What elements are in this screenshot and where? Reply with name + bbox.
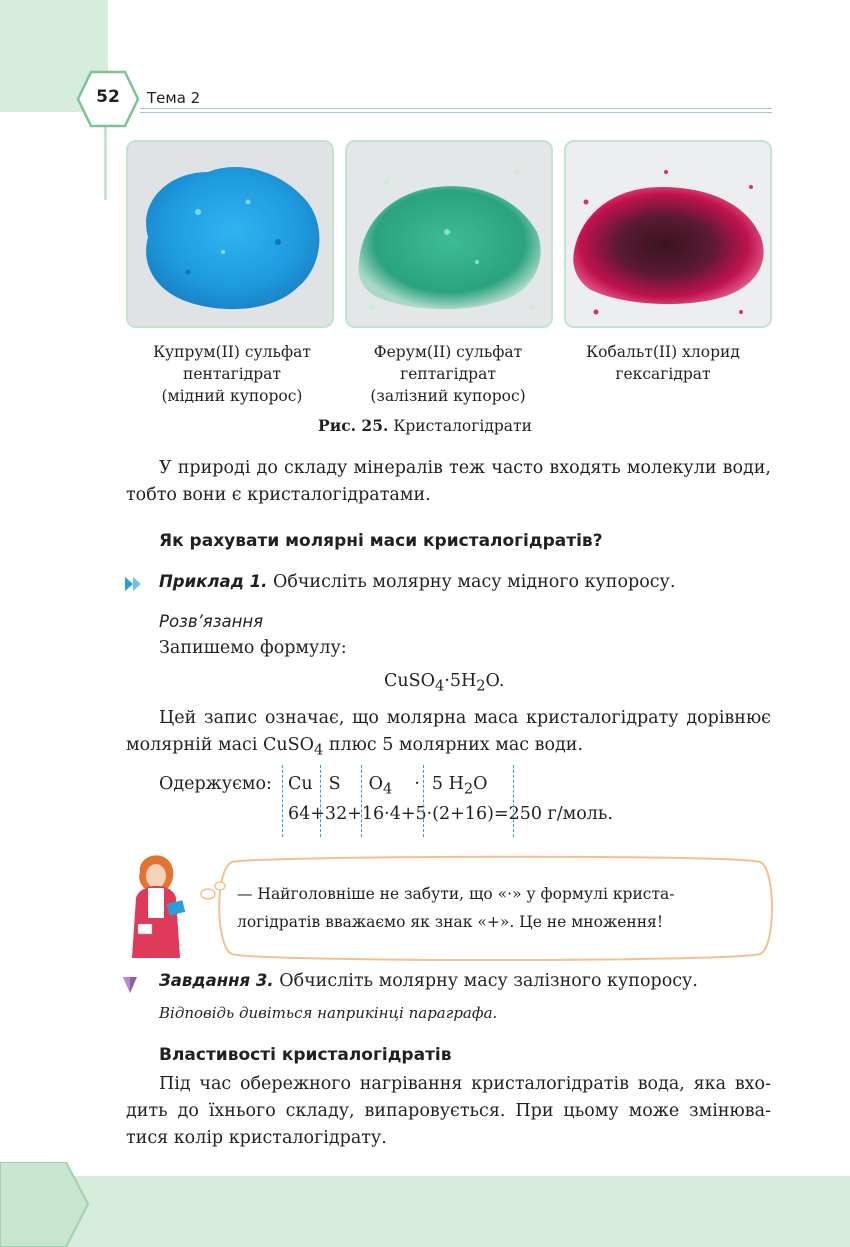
page-number: 52 bbox=[96, 87, 120, 107]
caption-line: Кобальт(ІІ) хлорид bbox=[586, 343, 740, 361]
caption-line: гексагідрат bbox=[615, 365, 711, 383]
element-label: Cu bbox=[288, 774, 313, 794]
formula-subscript: 4 bbox=[383, 780, 393, 798]
dashed-divider bbox=[361, 765, 362, 837]
element-label: 5 H bbox=[431, 774, 464, 794]
copper-sulfate-photo bbox=[126, 140, 334, 328]
task-arrow-icon bbox=[122, 976, 138, 994]
caption-line: (мідний купорос) bbox=[161, 387, 303, 405]
task-label: Завдання 3. bbox=[159, 971, 274, 990]
chemical-formula bbox=[384, 671, 504, 695]
example-statement bbox=[159, 572, 675, 592]
formula-subscript: 2 bbox=[476, 677, 486, 695]
formula-part: CuSO bbox=[263, 735, 315, 755]
calculation-values: 64+32+16·4+5·(2+16)=250 г/моль. bbox=[288, 804, 613, 824]
example-text: Обчисліть молярну масу мідного купоросу. bbox=[267, 572, 676, 592]
section-heading: Властивості кристалогідратів bbox=[159, 1045, 452, 1065]
figure-caption bbox=[0, 416, 850, 435]
solution-label: Розв’язання bbox=[159, 612, 264, 631]
element-label: O bbox=[473, 774, 488, 794]
figure-caption-text: Кристалогідрати bbox=[388, 417, 532, 435]
footer-band bbox=[0, 1176, 850, 1247]
photo-caption bbox=[343, 341, 553, 407]
iron-sulfate-photo bbox=[345, 140, 553, 328]
write-formula-text: Запишемо формулу: bbox=[159, 638, 347, 658]
section-heading: Як рахувати молярні маси кристалогідратів? bbox=[159, 531, 603, 551]
caption-line: Купрум(ІІ) сульфат bbox=[153, 343, 311, 361]
caption-line: (залізний купорос) bbox=[370, 387, 526, 405]
dashed-divider bbox=[513, 765, 514, 837]
caption-line: Ферум(ІІ) сульфат bbox=[373, 343, 523, 361]
double-arrow-icon bbox=[123, 576, 145, 592]
header-rule bbox=[140, 112, 772, 113]
calculation-labels bbox=[288, 774, 488, 798]
obtain-label: Одержуємо: bbox=[159, 774, 272, 794]
formula-part: O. bbox=[485, 671, 505, 691]
paragraph: У природі до складу мінералів теж часто входять молекули води, тобто вони є кристалогідратами. bbox=[126, 458, 771, 505]
element-label: S bbox=[328, 774, 341, 794]
example-label: Приклад 1. bbox=[159, 572, 268, 591]
caption-line: пентагідрат bbox=[182, 365, 281, 383]
formula-part: CuSO bbox=[384, 671, 435, 691]
task-text: Обчисліть молярну масу залізного купоросу. bbox=[273, 971, 698, 991]
dashed-divider bbox=[282, 765, 283, 837]
footer-tab bbox=[0, 1162, 90, 1247]
dashed-divider bbox=[320, 765, 321, 837]
photo-caption bbox=[558, 341, 768, 385]
formula-subscript: 4 bbox=[314, 741, 324, 759]
caption-line: гептагідрат bbox=[400, 365, 496, 383]
multiply-dot: · bbox=[414, 774, 420, 794]
answer-note: Відповідь дивіться наприкінці параграфа. bbox=[159, 1004, 498, 1022]
header-rule bbox=[140, 108, 772, 109]
dashed-divider bbox=[423, 765, 424, 837]
note-text: — Найголовніше не забути, що «·» у формулі кристалогідратів вважаємо як знак «+». Це не множення! bbox=[237, 885, 675, 931]
element-label: O bbox=[368, 774, 384, 794]
topic-label: Тема 2 bbox=[147, 89, 201, 107]
paragraph bbox=[126, 705, 771, 764]
task-statement bbox=[159, 971, 698, 991]
cobalt-chloride-photo bbox=[564, 140, 772, 328]
formula-part: ·5H bbox=[444, 671, 477, 691]
teacher-illustration bbox=[118, 852, 198, 958]
paragraph: Під час обережного нагрівання кристалогідратів вода, яка входить до їхнього складу, випаровується. При цьому може змінюватися колір кристалогідрату. bbox=[126, 1074, 771, 1148]
photo-caption bbox=[127, 341, 337, 407]
paragraph-text: Цей запис означає, що молярна маса кристалогідрату дорівнює молярній масі bbox=[126, 708, 771, 755]
formula-subscript: 2 bbox=[463, 780, 474, 798]
figure-caption-label: Рис. 25. bbox=[318, 416, 389, 435]
paragraph-text: плюс 5 молярних мас води. bbox=[323, 735, 584, 755]
formula-subscript: 4 bbox=[435, 677, 445, 695]
